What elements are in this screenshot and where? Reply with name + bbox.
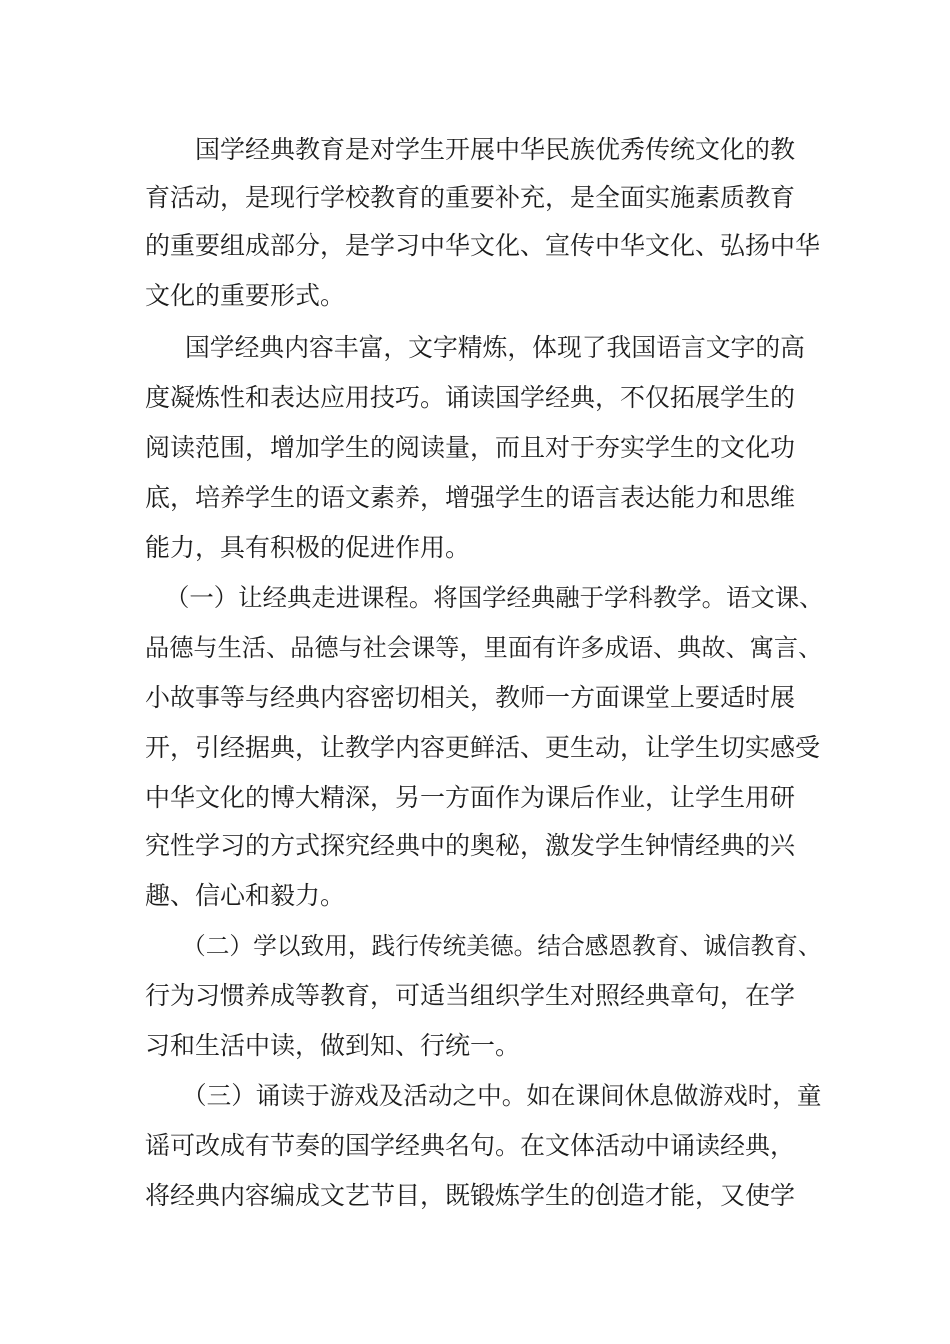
paragraph-2-line-3: 阅读范围，增加学生的阅读量，而且对于夯实学生的文化功 [145, 433, 796, 462]
paragraph-2-line-4: 底，培养学生的语文素养，增强学生的语言表达能力和思维 [145, 483, 796, 512]
paragraph-3-line-7: 趣、信心和毅力。 [145, 881, 346, 910]
paragraph-5-line-2: 谣可改成有节奏的国学经典名句。在文体活动中诵读经典， [145, 1131, 796, 1160]
paragraph-4-line-2: 行为习惯养成等教育，可适当组织学生对照经典章句，在学 [145, 981, 796, 1010]
paragraph-4-line-3: 习和生活中读，做到知、行统一。 [145, 1031, 521, 1060]
paragraph-2-line-2: 度凝炼性和表达应用技巧。诵读国学经典，不仅拓展学生的 [145, 383, 796, 412]
paragraph-4-line-1: （二）学以致用，践行传统美德。结合感恩教育、诚信教育、 [182, 932, 822, 960]
paragraph-5-line-3: 将经典内容编成文艺节目，既锻炼学生的创造才能，又使学 [145, 1181, 796, 1210]
paragraph-1-line-2: 育活动，是现行学校教育的重要补充，是全面实施素质教育 [145, 183, 796, 212]
paragraph-1-line-4: 文化的重要形式。 [145, 281, 346, 310]
paragraph-3-line-2: 品德与生活、品德与社会课等，里面有许多成语、典故、寓言、 [145, 634, 823, 662]
paragraph-3-line-1: （一）让经典走进课程。将国学经典融于学科教学。语文课、 [165, 583, 824, 612]
paragraph-3-line-6: 究性学习的方式探究经典中的奥秘，激发学生钟情经典的兴 [145, 831, 796, 860]
paragraph-3-line-5: 中华文化的博大精深，另一方面作为课后作业，让学生用研 [145, 783, 796, 812]
paragraph-2-line-1: 国学经典内容丰富，文字精炼，体现了我国语言文字的高 [185, 333, 805, 362]
paragraph-2-line-5: 能力，具有积极的促进作用。 [145, 533, 471, 562]
paragraph-3-line-3: 小故事等与经典内容密切相关，教师一方面课堂上要适时展 [145, 683, 796, 712]
paragraph-5-line-1: （三）诵读于游戏及活动之中。如在课间休息做游戏时，童 [182, 1081, 822, 1110]
paragraph-1-line-1: 国学经典教育是对学生开展中华民族优秀传统文化的教 [195, 135, 796, 164]
paragraph-3-line-4: 开，引经据典，让教学内容更鲜活、更生动，让学生切实感受 [145, 733, 821, 762]
paragraph-1-line-3: 的重要组成部分，是学习中华文化、宣传中华文化、弘扬中华 [145, 231, 821, 260]
